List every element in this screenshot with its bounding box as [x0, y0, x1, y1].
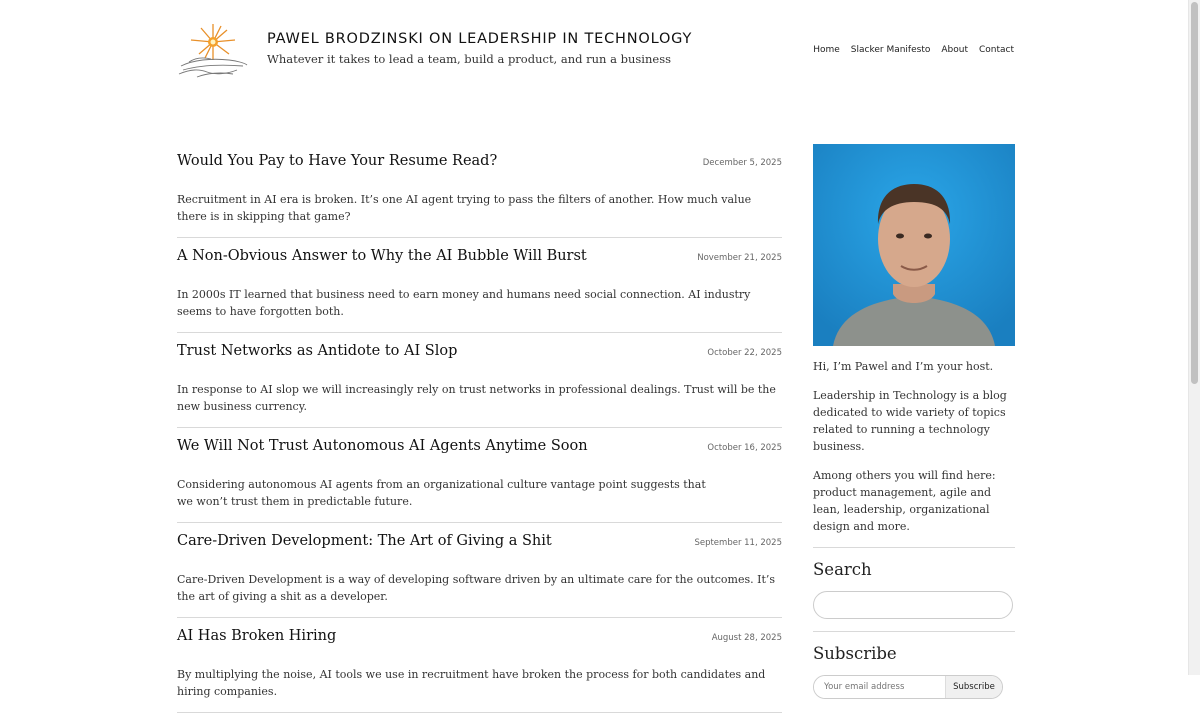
- post-title-link[interactable]: AI Has Broken Hiring: [177, 628, 337, 644]
- post-item: [177, 238, 782, 333]
- post-excerpt: Care-Driven Development is a way of developing software driven by an ultimate care for the outcomes. It’s the art of giving a shit as a developer.: [177, 573, 776, 603]
- post-title-link[interactable]: We Will Not Trust Autonomous AI Agents Anytime Soon: [177, 438, 588, 454]
- divider: [813, 547, 1015, 548]
- hand-sketch-icon: [179, 58, 247, 77]
- post-date: September 11, 2025: [694, 538, 782, 548]
- post-title-link[interactable]: A Non-Obvious Answer to Why the AI Bubble Will Burst: [177, 248, 587, 264]
- post-title-link[interactable]: Would You Pay to Have Your Resume Read?: [177, 153, 498, 169]
- sidebar: [813, 144, 1015, 699]
- site-title[interactable]: PAWEL BRODZINSKI ON LEADERSHIP IN TECHNOLOGY: [267, 31, 693, 47]
- post-item: [177, 523, 782, 618]
- author-portrait: [813, 144, 1015, 346]
- nav-contact-link[interactable]: Contact: [978, 45, 1014, 55]
- page-scrollbar[interactable]: [1188, 0, 1200, 675]
- post-item: [177, 333, 782, 428]
- post-excerpt: By multiplying the noise, AI tools we use in recruitment have broken the process for both candidates and hiring companies.: [177, 668, 766, 698]
- subscribe-heading: Subscribe: [813, 644, 897, 663]
- nav-slacker-manifesto-link[interactable]: Slacker Manifesto: [850, 45, 931, 55]
- email-input[interactable]: [814, 676, 945, 698]
- post-item: [177, 143, 782, 238]
- sidebar-about: Leadership in Technology is a blog dedicated to wide variety of topics related to running a technology business.: [813, 389, 1007, 453]
- post-title-link[interactable]: Care-Driven Development: The Art of Giving a Shit: [177, 533, 552, 549]
- sidebar-intro: Hi, I’m Pawel and I’m your host.: [813, 360, 994, 373]
- subscribe-button[interactable]: Subscribe: [945, 676, 1002, 698]
- site-logo[interactable]: [177, 22, 249, 80]
- scrollbar-thumb[interactable]: [1191, 2, 1198, 384]
- post-excerpt: In response to AI slop we will increasingly rely on trust networks in professional dealings. Trust will be the new business currency.: [177, 383, 776, 413]
- divider: [813, 631, 1015, 632]
- search-input[interactable]: [813, 591, 1013, 619]
- post-date: October 22, 2025: [707, 348, 782, 358]
- post-item: [177, 618, 782, 713]
- sun-icon: [191, 24, 235, 60]
- sidebar-topics: Among others you will find here: product management, agile and lean, leadership, organizational design and more.: [813, 469, 996, 533]
- nav-home-link[interactable]: Home: [813, 45, 840, 55]
- post-date: December 5, 2025: [702, 158, 782, 168]
- post-item: [177, 428, 782, 523]
- subscribe-form: [813, 675, 1003, 699]
- post-date: October 16, 2025: [707, 443, 782, 453]
- site-tagline: Whatever it takes to lead a team, build a product, and run a business: [267, 52, 671, 66]
- post-excerpt: Considering autonomous AI agents from an organizational culture vantage point suggests that we won’t trust them in predictable future.: [177, 478, 706, 508]
- post-date: August 28, 2025: [711, 633, 782, 643]
- main-nav: [813, 45, 1014, 55]
- post-date: November 21, 2025: [697, 253, 782, 263]
- nav-about-link[interactable]: About: [941, 45, 968, 55]
- post-excerpt: Recruitment in AI era is broken. It’s one AI agent trying to pass the filters of another. How much value there is in skipping that game?: [177, 193, 752, 223]
- post-excerpt: In 2000s IT learned that business need to earn money and humans need social connection. AI industry seems to have forgotten both.: [177, 288, 751, 318]
- post-list: [177, 143, 782, 713]
- search-heading: Search: [813, 560, 872, 579]
- post-title-link[interactable]: Trust Networks as Antidote to AI Slop: [177, 343, 458, 359]
